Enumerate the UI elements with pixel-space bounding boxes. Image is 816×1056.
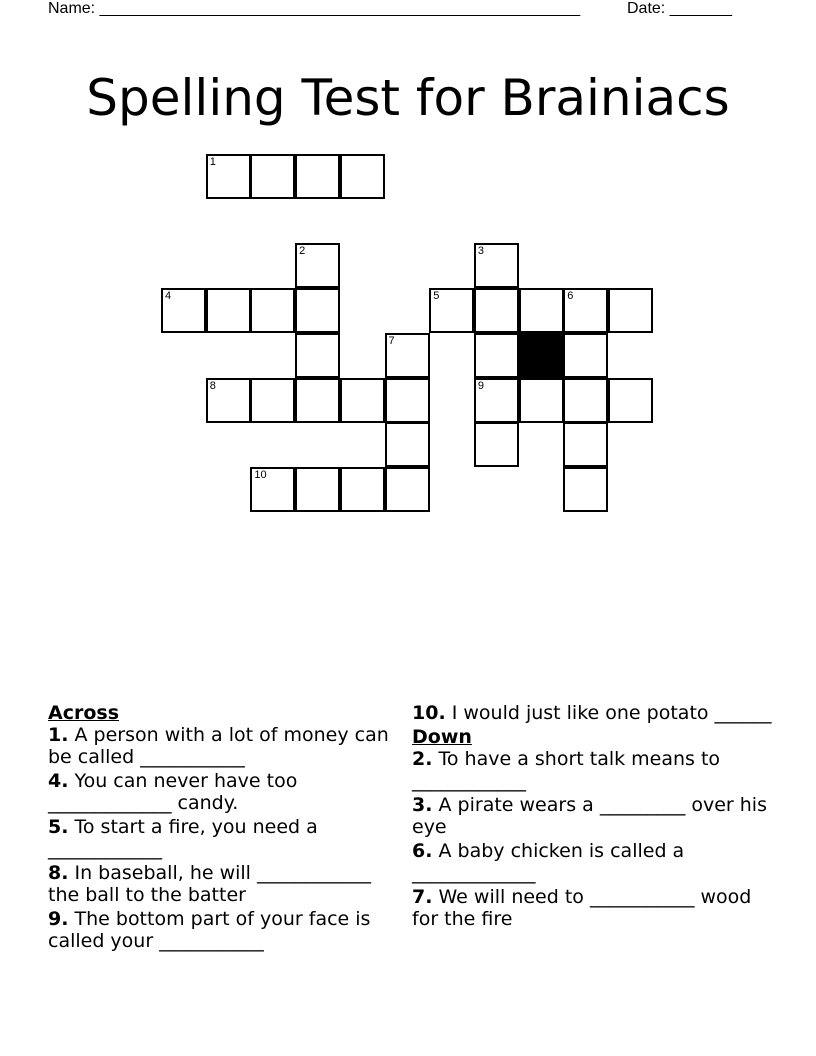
grid-cell[interactable] [519,378,564,423]
clue-number: 9. [48,908,69,930]
grid-cell[interactable] [206,288,251,333]
grid-cell[interactable] [295,288,340,333]
grid-cell[interactable] [608,378,653,423]
cell-number: 2 [299,245,306,258]
grid-cell[interactable] [474,378,519,423]
grid-cell[interactable] [608,288,653,333]
clue-number: 1. [48,724,69,746]
grid-cell[interactable] [563,288,608,333]
clue-text: A baby chicken is called a _____________ [412,840,685,884]
grid-cell[interactable] [563,378,608,423]
clue-down-2 [412,748,772,792]
grid-cell[interactable] [206,378,251,423]
grid-cell[interactable] [563,467,608,512]
clue-number: 10. [412,702,446,724]
grid-cell[interactable] [519,288,564,333]
across-heading: Across [48,702,120,724]
grid-cell[interactable] [250,154,295,199]
clue-number: 3. [412,794,433,816]
cell-number: 3 [477,245,485,258]
clue-text: We will need to ___________ wood for the fire [412,886,752,930]
grid-block-cell [519,333,564,378]
clue-number: 4. [48,770,69,792]
grid-cell[interactable] [161,288,206,333]
clue-number: 5. [48,816,69,838]
cell-number: 7 [388,334,395,347]
cell-number: 1 [209,156,216,168]
grid-cell[interactable] [385,467,430,512]
grid-cell[interactable] [563,422,608,467]
clue-across-9 [48,908,408,952]
clue-number: 6. [412,840,433,862]
cell-number: 4 [165,290,172,303]
clue-down-7 [412,886,772,930]
name-label: Name: ______________________________________________________ [48,0,581,17]
clues-left-column [48,702,408,954]
grid-cell[interactable] [340,467,385,512]
grid-cell[interactable] [385,378,430,423]
cell-number: 5 [433,290,440,303]
grid-cell[interactable] [250,288,295,333]
clues-right-column [412,702,772,932]
clue-text: To start a fire, you need a ____________ [48,816,318,860]
cell-number: 9 [477,379,485,392]
clue-text: A person with a lot of money can be called ___________ [48,724,389,768]
grid-cell[interactable] [340,154,385,199]
clue-number: 2. [412,748,433,770]
grid-cell[interactable] [563,333,608,378]
grid-cell[interactable] [295,243,340,288]
grid-cell[interactable] [250,467,295,512]
grid-cell[interactable] [340,378,385,423]
grid-cell[interactable] [385,333,430,378]
clue-number: 7. [412,886,433,908]
clue-text: The bottom part of your face is called your ___________ [48,908,371,952]
grid-cell[interactable] [250,378,295,423]
clue-number: 8. [48,862,69,884]
date-label: Date: _______ [627,0,732,17]
grid-cell[interactable] [295,154,340,199]
cell-number: 6 [567,290,574,303]
grid-cell[interactable] [474,243,519,288]
grid-cell[interactable] [385,422,430,467]
grid-cell[interactable] [474,288,519,333]
clue-text: A pirate wears a _________ over his eye [412,794,767,838]
clue-text: In baseball, he will ____________ the ball to the batter [48,862,372,906]
page-title: Spelling Test for Brainiacs [86,68,730,127]
cell-number: 10 [254,468,267,481]
down-heading: Down [412,726,472,748]
clue-across-10 [412,702,772,724]
grid-cell[interactable] [429,288,474,333]
grid-cell[interactable] [474,333,519,378]
grid-cell[interactable] [295,378,340,423]
clue-across-5 [48,816,408,860]
clue-text: I would just like one potato ______ [451,702,772,724]
clue-across-4 [48,770,408,814]
grid-cell[interactable] [474,422,519,467]
clue-text: To have a short talk means to ____________ [412,748,721,792]
grid-cell[interactable] [295,333,340,378]
clue-text: You can never have too _____________ candy. [48,770,298,814]
clue-down-6 [412,840,772,884]
grid-cell[interactable] [206,154,251,199]
clue-across-8 [48,862,408,906]
cell-number: 8 [209,379,216,392]
grid-cell[interactable] [295,467,340,512]
clue-down-3 [412,794,772,838]
clue-across-1 [48,724,408,768]
